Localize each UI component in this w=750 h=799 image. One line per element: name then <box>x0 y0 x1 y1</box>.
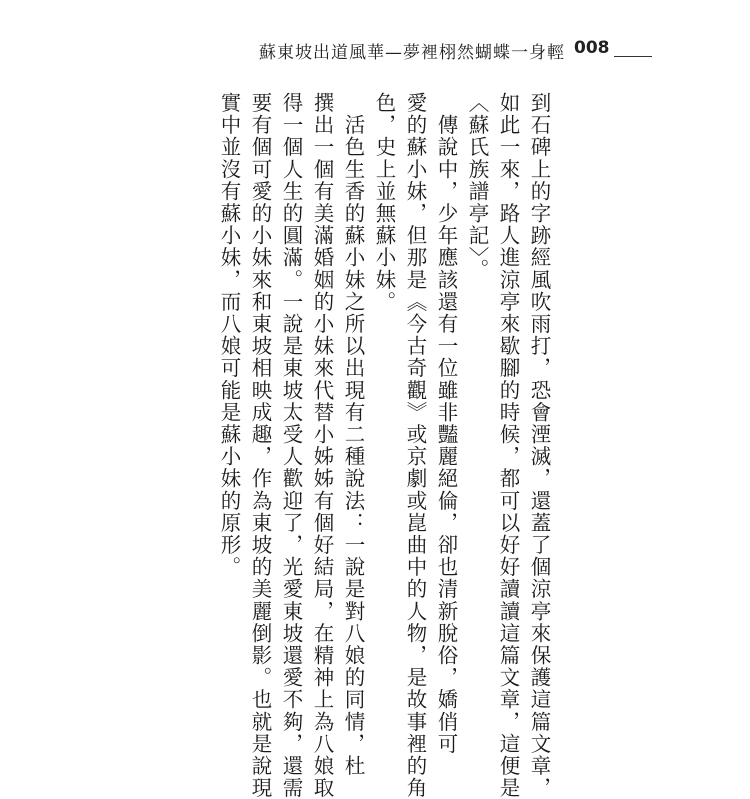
text-column: 得一個人生的圓滿。一說是東坡太受人歡迎了，光愛東坡還愛不夠，還需 <box>279 92 303 799</box>
text-column: 〈蘇氏族譜亭記〉。 <box>465 92 489 281</box>
page-header <box>0 38 750 68</box>
text-column: 實中並沒有蘇小妹，而八娘可能是蘇小妹的原形。 <box>217 92 241 579</box>
running-title: 蘇東坡出道風華—夢裡栩然蝴蝶一身輕 <box>259 43 565 63</box>
text-column: 如此一來，路人進涼亭來歇腳的時候，都可以好好讀讀這篇文章，這便是 <box>496 92 520 799</box>
text-column: 傳說中，少年應該還有一位雖非豔麗絕倫，卻也清新脫俗，嬌俏可 <box>434 92 458 755</box>
text-column: 要有個可愛的小妹來和東坡相映成趣，作為東坡的美麗倒影。也就是說現 <box>248 92 272 799</box>
text-column: 撰出一個有美滿婚姻的小妹來代替小姊姊有個好結局，在精神上為八娘取 <box>310 92 334 799</box>
text-column: 色，史上並無蘇小妹。 <box>372 92 396 313</box>
text-column: 活色生香的蘇小妹之所以出現有二種說法：一說是對八娘的同情，杜 <box>341 92 365 778</box>
header-rule <box>614 56 652 57</box>
page-number: 008 <box>574 38 610 58</box>
text-column: 到石碑上的字跡經風吹雨打，恐會湮滅，還蓋了個涼亭來保護這篇文章， <box>527 92 551 799</box>
text-column: 愛的蘇小妹，但那是《今古奇觀》或京劇或崑曲中的人物，是故事裡的角 <box>403 92 427 799</box>
body-text <box>217 92 554 799</box>
